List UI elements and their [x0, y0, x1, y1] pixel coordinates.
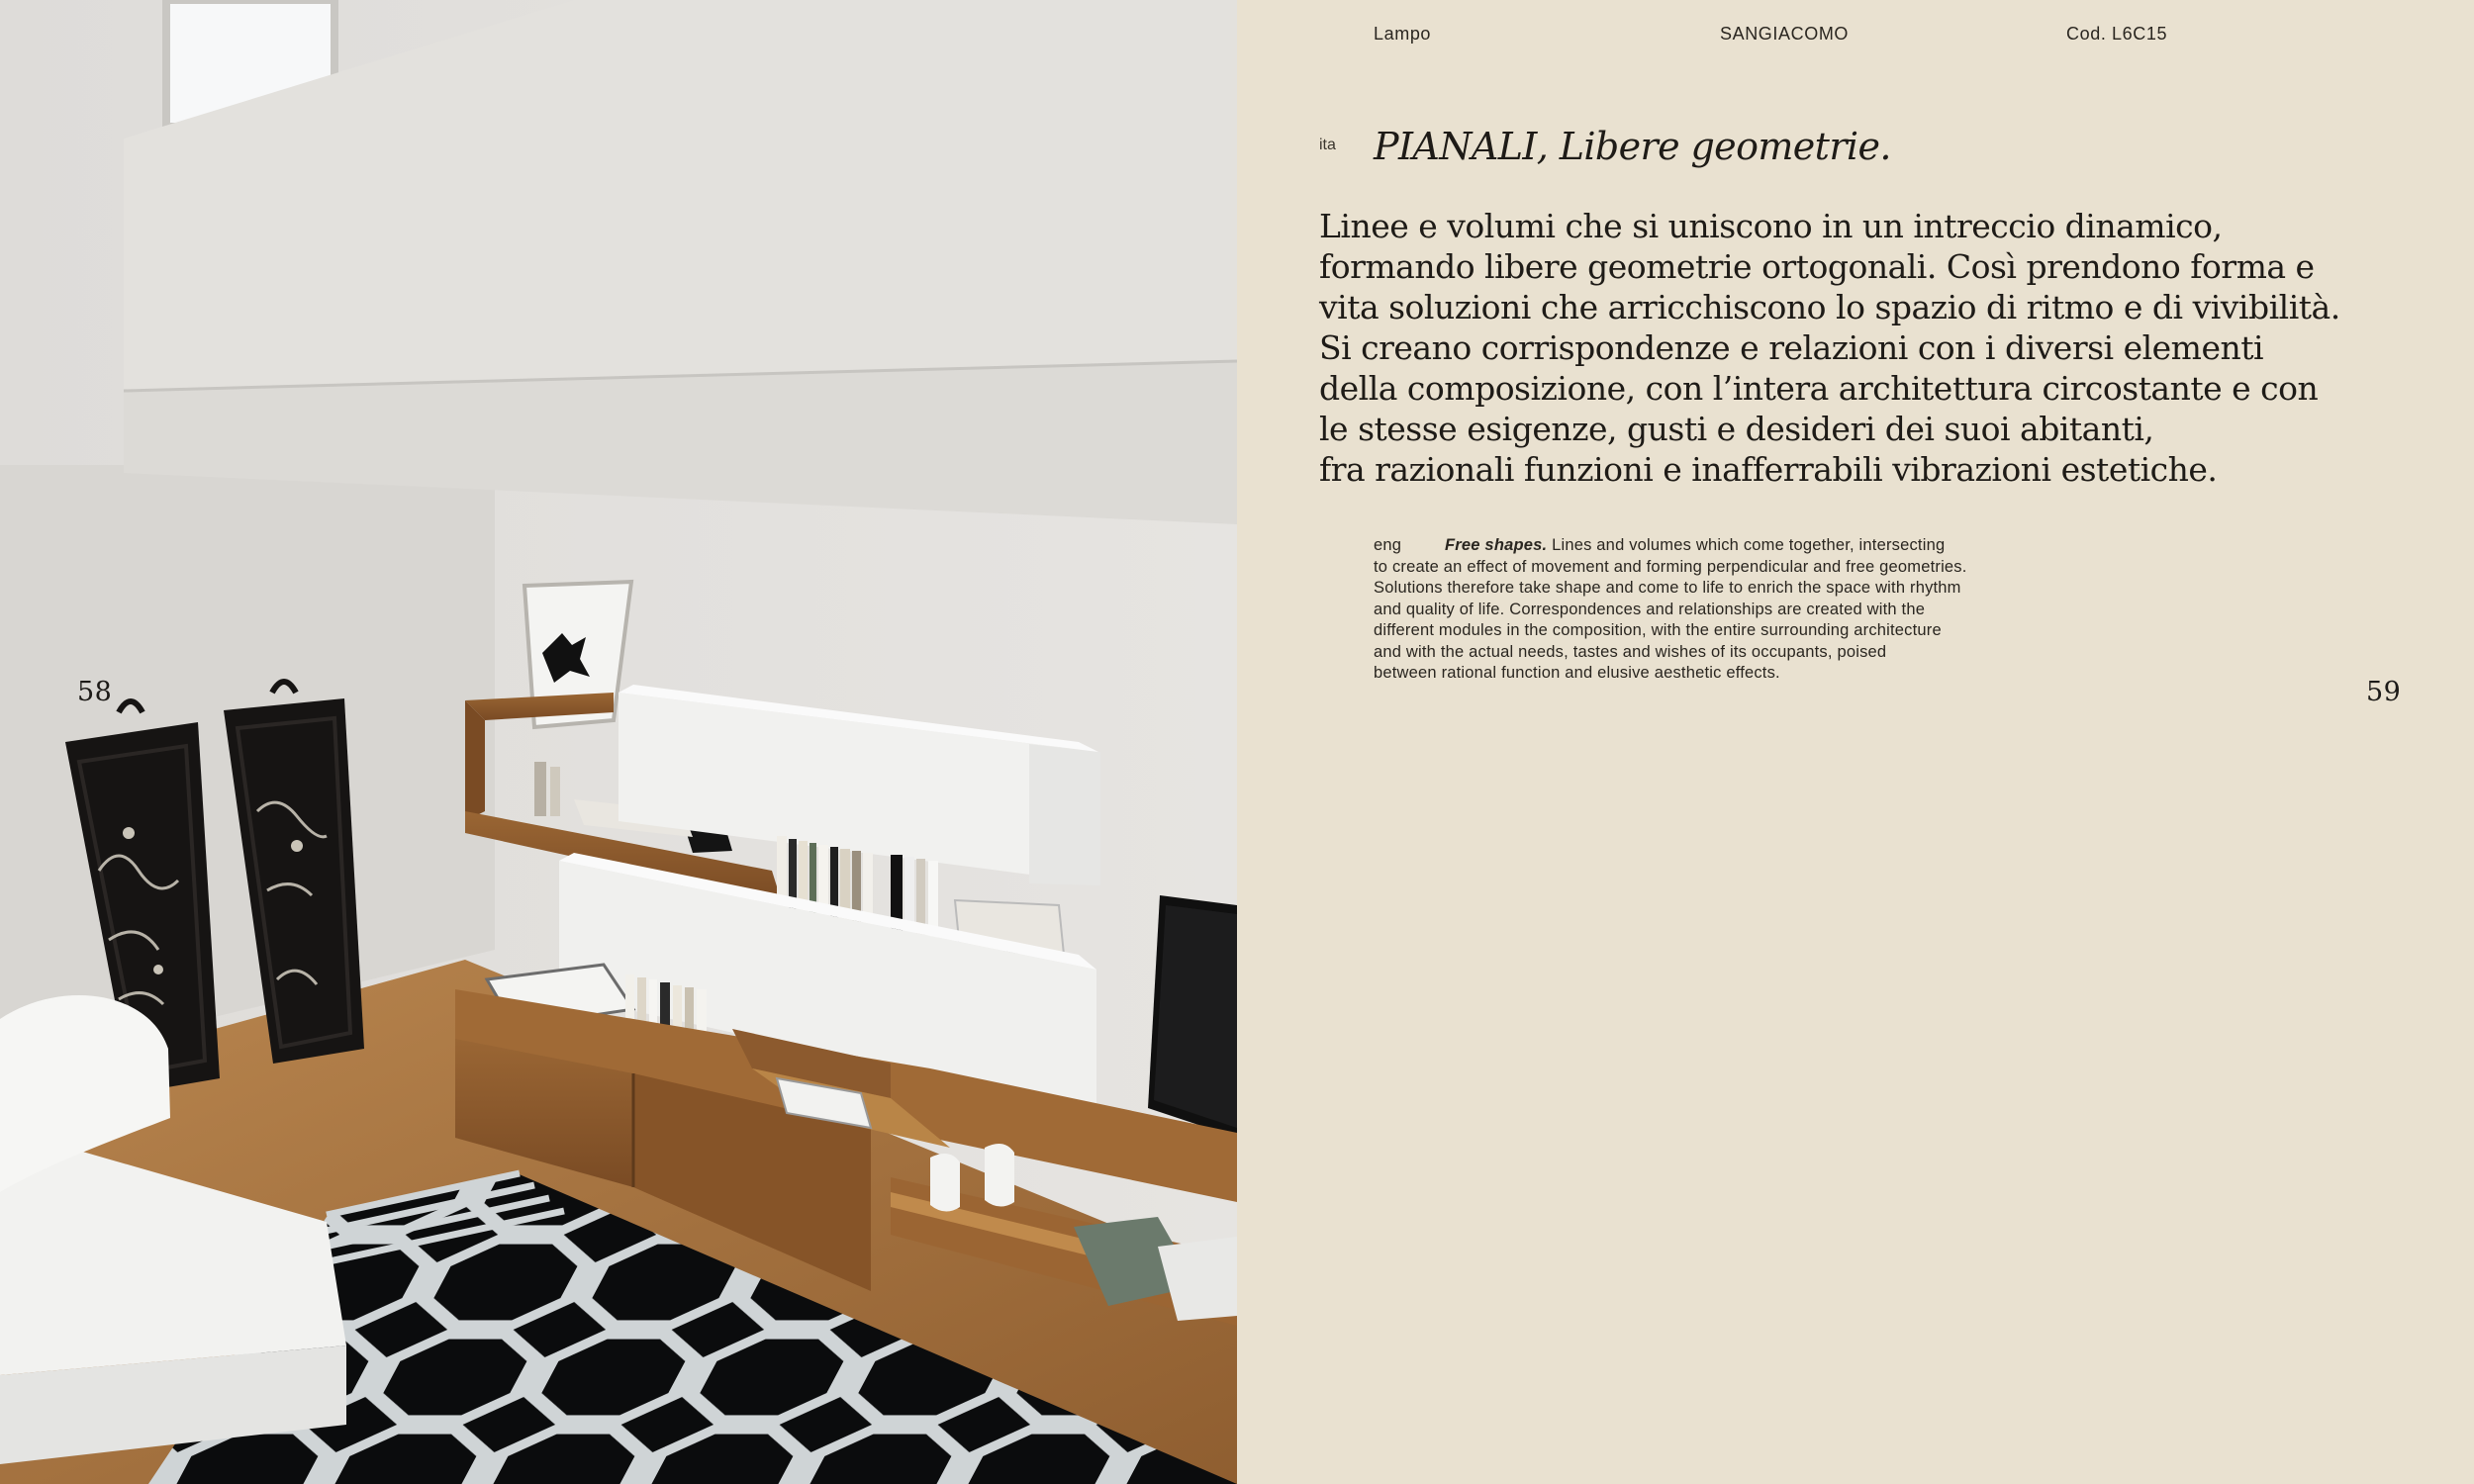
brand-name: SANGIACOMO: [1720, 24, 1850, 44]
section-title: PIANALI, Libere geometrie.: [1374, 125, 1891, 168]
english-text-block: [1374, 535, 2066, 685]
italian-body-text: Linee e volumi che si uniscono in un intreccio dinamico, formando libere geometrie ortogonali. Così prendono forma e vita soluzioni che arricchiscono lo spazio di ritmo e di vivibilità. Si creano corrispondenze e relazioni con i diversi elementi della composizione, con l’intera architettura circostante e con le stesse esigenze, gusti e desideri dei suoi abitanti, fra razionali funzioni e inafferrabili vibrazioni estetiche.: [1319, 207, 2340, 489]
product-code: Cod. L6C15: [2066, 24, 2168, 44]
language-label-eng: eng: [1374, 536, 1402, 554]
english-first-line: Lines and volumes which come together, intersecting: [1547, 536, 1946, 554]
right-page: [1237, 0, 2474, 1484]
tv: [1148, 895, 1237, 1138]
english-body-text: to create an effect of movement and forming perpendicular and free geometries. Solutions therefore take shape and come to life to enrich the space with rhythm and quality of life. Correspondences and relationships are created with the different modules in the composition, with the entire surrounding architecture and with the actual needs, tastes and wishes of its occupants, poised between rational function and elusive aesthetic effects.: [1374, 557, 1967, 682]
english-heading: Free shapes.: [1445, 536, 1548, 554]
language-label-ita: ita: [1319, 137, 1336, 153]
page-number-left: 58: [77, 677, 113, 707]
collection-name: Lampo: [1374, 24, 1432, 44]
page-number-right: 59: [2366, 677, 2402, 707]
